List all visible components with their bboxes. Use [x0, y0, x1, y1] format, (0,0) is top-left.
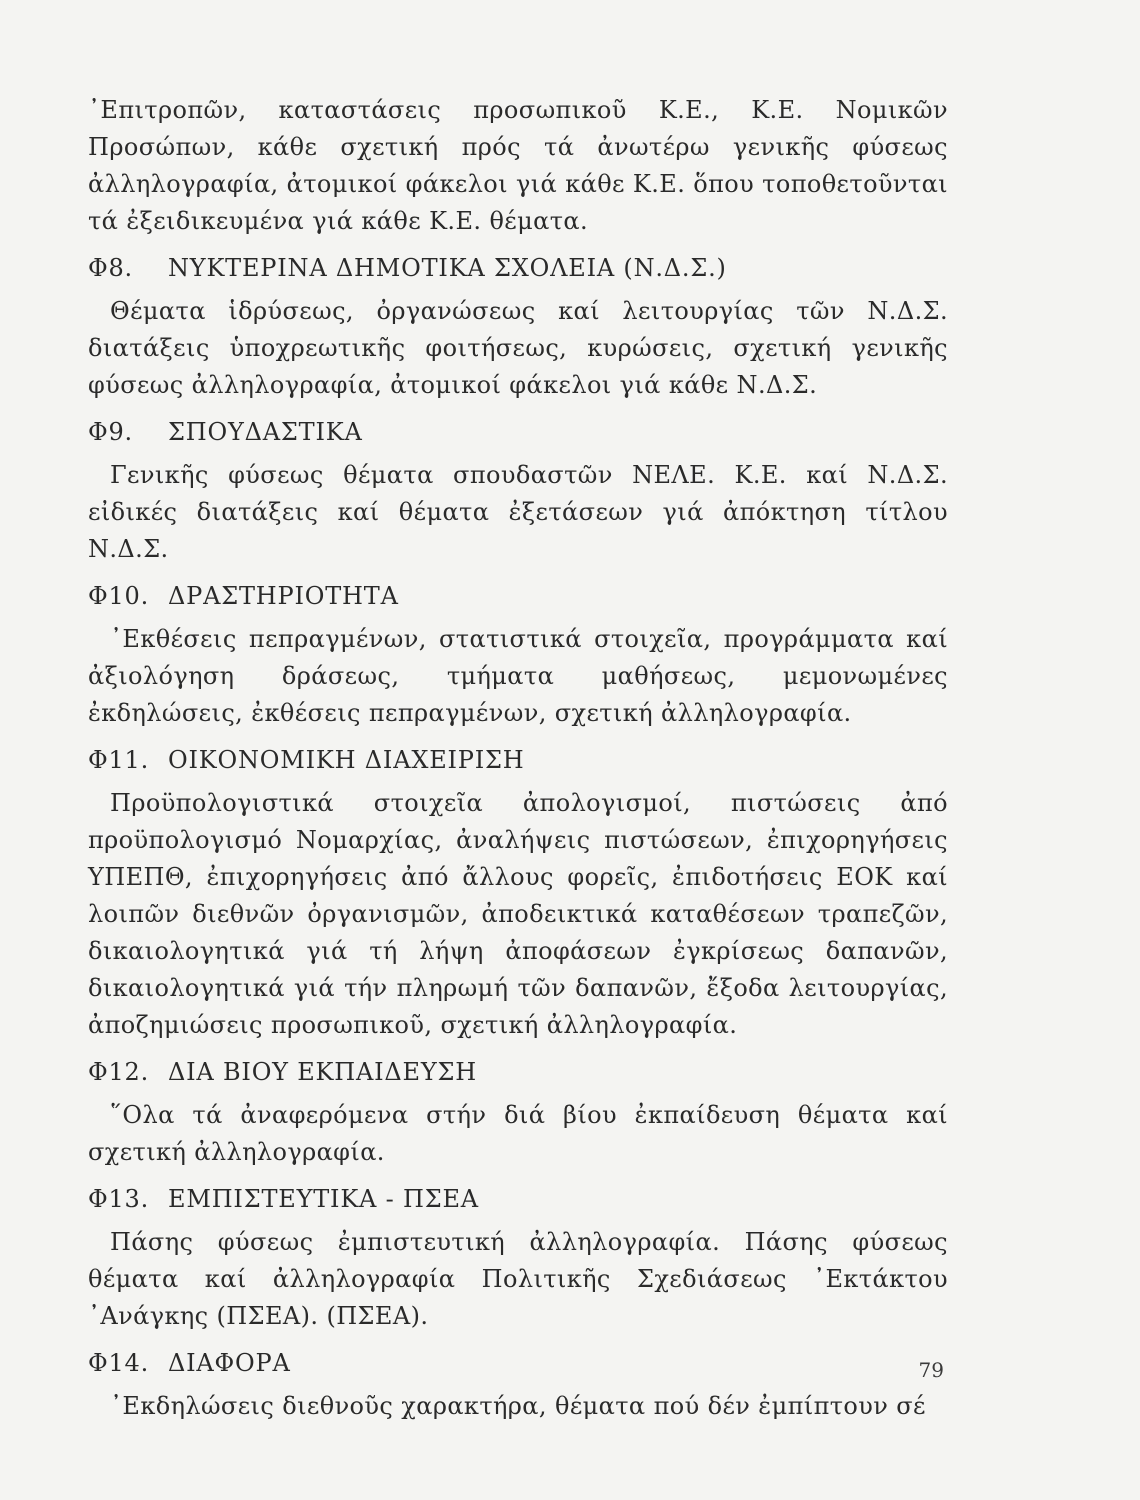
section-body-f13: Πάσης φύσεως ἐμπιστευτική ἀλληλογραφία. Πάσης φύσεως θέματα καί ἀλληλογραφία Πολιτικῆς Σχεδιάσεως ᾿Εκτάκτου ᾿Ανάγκης (ΠΣΕΑ). (ΠΣΕΑ).: [88, 1228, 948, 1330]
section-code: Φ13.: [88, 1185, 150, 1213]
section-title: ΔΡΑΣΤΗΡΙΟΤΗΤΑ: [168, 582, 399, 610]
section-code: Φ14.: [88, 1349, 150, 1377]
section-body-f12: ῞Ολα τά ἀναφερόμενα στήν διά βίου ἐκπαίδευση θέματα καί σχετική ἀλληλογραφία.: [88, 1101, 948, 1166]
section-title: ΟΙΚΟΝΟΜΙΚΗ ΔΙΑΧΕΙΡΙΣΗ: [168, 746, 525, 774]
section-heading-f14: [88, 1345, 948, 1382]
section-code: Φ9.: [88, 418, 133, 446]
section-code: Φ8.: [88, 254, 133, 282]
section-title: ΔΙΑΦΟΡΑ: [168, 1349, 291, 1377]
section-heading-f9: [88, 414, 948, 451]
section-body-f8: Θέματα ἱδρύσεως, ὀργανώσεως καί λειτουργίας τῶν Ν.Δ.Σ. διατάξεις ὑποχρεωτικῆς φοιτήσεως, κυρώσεις, σχετική γενικῆς φύσεως ἀλληλογραφία, ἀτομικοί φάκελοι γιά κάθε Ν.Δ.Σ.: [88, 297, 948, 399]
page-content: [88, 92, 948, 1431]
section-body-f11: Προϋπολογιστικά στοιχεῖα ἀπολογισμοί, πιστώσεις ἀπό προϋπολογισμό Νομαρχίας, ἀναλήψεις πιστώσεων, ἐπιχορηγήσεις ΥΠΕΠΘ, ἐπιχορηγήσεις ἀπό ἄλλους φορεῖς, ἐπιδοτήσεις ΕΟΚ καί λοιπῶν διεθνῶν ὀργανισμῶν, ἀποδεικτικά καταθέσεων τραπεζῶν, δικαιολογητικά γιά τή λήψη ἀποφάσεων ἐγκρίσεως δαπανῶν, δικαιολογητικά γιά τήν πληρωμή τῶν δαπανῶν, ἔξοδα λειτουργίας, ἀποζημιώσεις προσωπικοῦ, σχετική ἀλληλογραφία.: [88, 789, 948, 1039]
section-title: ΕΜΠΙΣΤΕΥΤΙΚΑ - ΠΣΕΑ: [168, 1185, 479, 1213]
intro-paragraph: ᾿Επιτροπῶν, καταστάσεις προσωπικοῦ Κ.Ε., Κ.Ε. Νομικῶν Προσώπων, κάθε σχετική πρός τά ἀνωτέρω γενικῆς φύσεως ἀλληλογραφία, ἀτομικοί φάκελοι γιά κάθε Κ.Ε. ὅπου τοποθετοῦνται τά ἐξειδικευμένα γιά κάθε Κ.Ε. θέματα.: [88, 96, 948, 235]
section-body-f10: ᾿Εκθέσεις πεπραγμένων, στατιστικά στοιχεῖα, προγράμματα καί ἀξιολόγηση δράσεως, τμήματα μαθήσεως, μεμονωμένες ἐκδηλώσεις, ἐκθέσεις πεπραγμένων, σχετική ἀλληλογραφία.: [88, 625, 948, 727]
section-heading-f12: [88, 1054, 948, 1091]
section-body-f9: Γενικῆς φύσεως θέματα σπουδαστῶν ΝΕΛΕ. Κ.Ε. καί Ν.Δ.Σ. εἰδικές διατάξεις καί θέματα ἐξετάσεων γιά ἀπόκτηση τίτλου Ν.Δ.Σ.: [88, 461, 948, 563]
section-heading-f8: [88, 250, 948, 287]
section-title: ΔΙΑ ΒΙΟΥ ΕΚΠΑΙΔΕΥΣΗ: [168, 1058, 478, 1086]
section-heading-f13: [88, 1181, 948, 1218]
page-number: 79: [918, 1358, 944, 1382]
section-heading-f10: [88, 578, 948, 615]
section-title: ΣΠΟΥΔΑΣΤΙΚΑ: [168, 418, 363, 446]
section-heading-f11: [88, 742, 948, 779]
section-code: Φ11.: [88, 746, 150, 774]
section-code: Φ10.: [88, 582, 150, 610]
section-body-f14: ᾿Εκδηλώσεις διεθνοῦς χαρακτήρα, θέματα πού δέν ἐμπίπτουν σέ: [110, 1392, 926, 1420]
section-title: ΝΥΚΤΕΡΙΝΑ ΔΗΜΟΤΙΚΑ ΣΧΟΛΕΙΑ (Ν.Δ.Σ.): [168, 254, 727, 282]
section-code: Φ12.: [88, 1058, 150, 1086]
